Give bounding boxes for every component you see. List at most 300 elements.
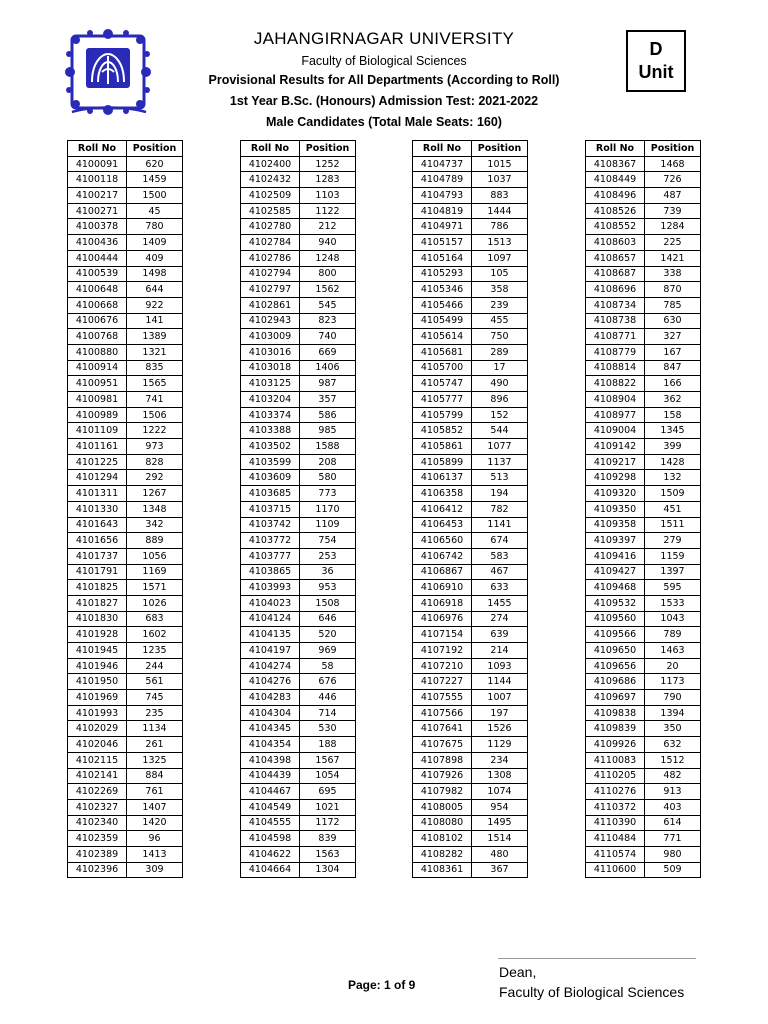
roll-no-cell: 4102115 bbox=[68, 752, 127, 768]
table-row bbox=[586, 188, 701, 204]
roll-no-cell: 4104664 bbox=[241, 862, 300, 878]
table-row bbox=[68, 423, 183, 439]
position-cell: 289 bbox=[472, 344, 528, 360]
roll-no-cell: 4102141 bbox=[68, 768, 127, 784]
roll-no-cell: 4110372 bbox=[586, 799, 645, 815]
table-row bbox=[68, 486, 183, 502]
position-cell: 1097 bbox=[472, 250, 528, 266]
position-cell: 1284 bbox=[645, 219, 701, 235]
roll-no-cell: 4101643 bbox=[68, 517, 127, 533]
roll-no-cell: 4100378 bbox=[68, 219, 127, 235]
table-row bbox=[586, 172, 701, 188]
table-row bbox=[413, 188, 528, 204]
position-cell: 1103 bbox=[300, 188, 356, 204]
table-row bbox=[586, 705, 701, 721]
position-cell: 132 bbox=[645, 470, 701, 486]
position-cell: 630 bbox=[645, 313, 701, 329]
results-table-2 bbox=[240, 140, 356, 878]
table-row bbox=[413, 627, 528, 643]
roll-no-cell: 4102396 bbox=[68, 862, 127, 878]
roll-no-cell: 4102861 bbox=[241, 297, 300, 313]
roll-no-cell: 4101830 bbox=[68, 611, 127, 627]
table-row bbox=[413, 297, 528, 313]
table-row bbox=[241, 250, 356, 266]
roll-no-cell: 4104023 bbox=[241, 595, 300, 611]
table-row bbox=[68, 203, 183, 219]
position-cell: 1514 bbox=[472, 831, 528, 847]
position-cell: 1015 bbox=[472, 156, 528, 172]
position-cell: 141 bbox=[127, 313, 183, 329]
position-cell: 1129 bbox=[472, 737, 528, 753]
roll-no-cell: 4109350 bbox=[586, 501, 645, 517]
position-cell: 1509 bbox=[645, 486, 701, 502]
table-row bbox=[241, 846, 356, 862]
position-cell: 884 bbox=[127, 768, 183, 784]
roll-no-cell: 4100118 bbox=[68, 172, 127, 188]
table-row bbox=[68, 297, 183, 313]
position-cell: 987 bbox=[300, 376, 356, 392]
position-cell: 239 bbox=[472, 297, 528, 313]
table-row bbox=[68, 376, 183, 392]
position-cell: 823 bbox=[300, 313, 356, 329]
roll-no-cell: 4108696 bbox=[586, 282, 645, 298]
table-row bbox=[68, 172, 183, 188]
roll-no-cell: 4107898 bbox=[413, 752, 472, 768]
roll-no-cell: 4105861 bbox=[413, 439, 472, 455]
table-row bbox=[586, 595, 701, 611]
position-cell: 1413 bbox=[127, 846, 183, 862]
roll-no-cell: 4101827 bbox=[68, 595, 127, 611]
table-row bbox=[68, 235, 183, 251]
table-row bbox=[413, 156, 528, 172]
roll-no-header: Roll No bbox=[413, 141, 472, 157]
table-row bbox=[413, 815, 528, 831]
position-cell: 683 bbox=[127, 611, 183, 627]
roll-no-cell: 4105614 bbox=[413, 329, 472, 345]
roll-no-cell: 4100981 bbox=[68, 392, 127, 408]
roll-no-cell: 4104135 bbox=[241, 627, 300, 643]
position-cell: 480 bbox=[472, 846, 528, 862]
position-cell: 740 bbox=[300, 329, 356, 345]
table-row bbox=[413, 752, 528, 768]
roll-no-cell: 4109566 bbox=[586, 627, 645, 643]
table-row bbox=[413, 658, 528, 674]
roll-no-cell: 4101928 bbox=[68, 627, 127, 643]
position-header: Position bbox=[472, 141, 528, 157]
position-cell: 1134 bbox=[127, 721, 183, 737]
table-row bbox=[413, 517, 528, 533]
table-row bbox=[241, 595, 356, 611]
table-row bbox=[241, 360, 356, 376]
position-cell: 1321 bbox=[127, 344, 183, 360]
roll-no-cell: 4109697 bbox=[586, 690, 645, 706]
position-cell: 1173 bbox=[645, 674, 701, 690]
table-row bbox=[68, 705, 183, 721]
roll-no-cell: 4105293 bbox=[413, 266, 472, 282]
table-row bbox=[241, 439, 356, 455]
roll-no-cell: 4105700 bbox=[413, 360, 472, 376]
position-cell: 1463 bbox=[645, 643, 701, 659]
table-row bbox=[413, 548, 528, 564]
table-row bbox=[68, 862, 183, 878]
position-cell: 761 bbox=[127, 784, 183, 800]
roll-no-cell: 4103018 bbox=[241, 360, 300, 376]
table-row bbox=[586, 376, 701, 392]
roll-no-cell: 4108977 bbox=[586, 407, 645, 423]
position-cell: 367 bbox=[472, 862, 528, 878]
table-row bbox=[413, 313, 528, 329]
table-row bbox=[586, 846, 701, 862]
roll-no-cell: 4106742 bbox=[413, 548, 472, 564]
position-cell: 455 bbox=[472, 313, 528, 329]
position-cell: 1077 bbox=[472, 439, 528, 455]
position-cell: 1420 bbox=[127, 815, 183, 831]
roll-no-cell: 4105852 bbox=[413, 423, 472, 439]
table-row bbox=[241, 172, 356, 188]
position-cell: 1526 bbox=[472, 721, 528, 737]
table-row bbox=[413, 454, 528, 470]
roll-no-cell: 4104549 bbox=[241, 799, 300, 815]
position-cell: 520 bbox=[300, 627, 356, 643]
table-row bbox=[68, 219, 183, 235]
table-row bbox=[241, 658, 356, 674]
roll-no-cell: 4105499 bbox=[413, 313, 472, 329]
position-cell: 973 bbox=[127, 439, 183, 455]
roll-no-cell: 4109839 bbox=[586, 721, 645, 737]
roll-no-cell: 4101950 bbox=[68, 674, 127, 690]
position-cell: 969 bbox=[300, 643, 356, 659]
table-row bbox=[586, 768, 701, 784]
roll-no-cell: 4108005 bbox=[413, 799, 472, 815]
position-cell: 544 bbox=[472, 423, 528, 439]
table-row bbox=[413, 392, 528, 408]
position-cell: 1513 bbox=[472, 235, 528, 251]
table-row bbox=[68, 564, 183, 580]
table-header-row bbox=[413, 141, 528, 157]
table-row bbox=[241, 768, 356, 784]
position-cell: 1141 bbox=[472, 517, 528, 533]
table-header-row bbox=[68, 141, 183, 157]
position-cell: 785 bbox=[645, 297, 701, 313]
table-row bbox=[413, 329, 528, 345]
table-row bbox=[241, 344, 356, 360]
table-row bbox=[413, 250, 528, 266]
table-row bbox=[586, 611, 701, 627]
table-row bbox=[68, 533, 183, 549]
roll-no-cell: 4102509 bbox=[241, 188, 300, 204]
position-cell: 362 bbox=[645, 392, 701, 408]
roll-no-header: Roll No bbox=[241, 141, 300, 157]
table-row bbox=[68, 737, 183, 753]
roll-no-cell: 4107982 bbox=[413, 784, 472, 800]
position-cell: 58 bbox=[300, 658, 356, 674]
position-cell: 1506 bbox=[127, 407, 183, 423]
unit-letter: D bbox=[649, 39, 663, 59]
position-cell: 1428 bbox=[645, 454, 701, 470]
position-cell: 1394 bbox=[645, 705, 701, 721]
roll-no-cell: 4102389 bbox=[68, 846, 127, 862]
results-table-4 bbox=[585, 140, 701, 878]
roll-no-cell: 4103125 bbox=[241, 376, 300, 392]
position-cell: 158 bbox=[645, 407, 701, 423]
position-cell: 1562 bbox=[300, 282, 356, 298]
table-row bbox=[413, 705, 528, 721]
table-row bbox=[586, 580, 701, 596]
roll-no-cell: 4103009 bbox=[241, 329, 300, 345]
table-row bbox=[586, 737, 701, 753]
table-row bbox=[586, 517, 701, 533]
page-number: Page: 1 of 9 bbox=[348, 978, 416, 992]
position-cell: 940 bbox=[300, 235, 356, 251]
table-row bbox=[241, 376, 356, 392]
position-cell: 490 bbox=[472, 376, 528, 392]
position-cell: 197 bbox=[472, 705, 528, 721]
roll-no-cell: 4110484 bbox=[586, 831, 645, 847]
table-row bbox=[413, 799, 528, 815]
roll-no-cell: 4107555 bbox=[413, 690, 472, 706]
position-cell: 1533 bbox=[645, 595, 701, 611]
table-row bbox=[68, 752, 183, 768]
table-row bbox=[413, 737, 528, 753]
roll-no-cell: 4108080 bbox=[413, 815, 472, 831]
table-row bbox=[241, 470, 356, 486]
position-cell: 1137 bbox=[472, 454, 528, 470]
roll-no-cell: 4100951 bbox=[68, 376, 127, 392]
roll-no-cell: 4109358 bbox=[586, 517, 645, 533]
table-row bbox=[241, 188, 356, 204]
roll-no-cell: 4103016 bbox=[241, 344, 300, 360]
roll-no-header: Roll No bbox=[586, 141, 645, 157]
position-cell: 561 bbox=[127, 674, 183, 690]
table-row bbox=[241, 564, 356, 580]
roll-no-cell: 4101330 bbox=[68, 501, 127, 517]
table-row bbox=[241, 282, 356, 298]
table-row bbox=[586, 297, 701, 313]
table-row bbox=[413, 846, 528, 862]
position-cell: 1397 bbox=[645, 564, 701, 580]
roll-no-cell: 4102797 bbox=[241, 282, 300, 298]
table-row bbox=[586, 329, 701, 345]
table-row bbox=[586, 799, 701, 815]
roll-no-cell: 4108603 bbox=[586, 235, 645, 251]
roll-no-cell: 4105777 bbox=[413, 392, 472, 408]
roll-no-cell: 4106412 bbox=[413, 501, 472, 517]
roll-no-cell: 4107926 bbox=[413, 768, 472, 784]
roll-no-cell: 4110390 bbox=[586, 815, 645, 831]
table-row bbox=[241, 815, 356, 831]
roll-no-cell: 4108904 bbox=[586, 392, 645, 408]
roll-no-cell: 4101656 bbox=[68, 533, 127, 549]
table-row bbox=[586, 815, 701, 831]
roll-no-cell: 4102029 bbox=[68, 721, 127, 737]
position-cell: 17 bbox=[472, 360, 528, 376]
position-cell: 1508 bbox=[300, 595, 356, 611]
roll-no-cell: 4102046 bbox=[68, 737, 127, 753]
roll-no-cell: 4105346 bbox=[413, 282, 472, 298]
table-row bbox=[413, 643, 528, 659]
roll-no-cell: 4105681 bbox=[413, 344, 472, 360]
position-cell: 1421 bbox=[645, 250, 701, 266]
position-cell: 261 bbox=[127, 737, 183, 753]
roll-no-cell: 4103715 bbox=[241, 501, 300, 517]
roll-no-cell: 4103388 bbox=[241, 423, 300, 439]
position-cell: 1074 bbox=[472, 784, 528, 800]
position-cell: 883 bbox=[472, 188, 528, 204]
position-cell: 1500 bbox=[127, 188, 183, 204]
roll-no-cell: 4100436 bbox=[68, 235, 127, 251]
roll-no-cell: 4108814 bbox=[586, 360, 645, 376]
position-cell: 1169 bbox=[127, 564, 183, 580]
table-row bbox=[68, 250, 183, 266]
table-row bbox=[241, 329, 356, 345]
roll-no-cell: 4108738 bbox=[586, 313, 645, 329]
table-row bbox=[241, 407, 356, 423]
roll-no-cell: 4101294 bbox=[68, 470, 127, 486]
table-row bbox=[413, 407, 528, 423]
roll-no-cell: 4104555 bbox=[241, 815, 300, 831]
roll-no-cell: 4102327 bbox=[68, 799, 127, 815]
table-row bbox=[68, 831, 183, 847]
table-row bbox=[586, 235, 701, 251]
position-cell: 644 bbox=[127, 282, 183, 298]
position-cell: 1602 bbox=[127, 627, 183, 643]
roll-no-cell: 4101969 bbox=[68, 690, 127, 706]
position-cell: 1235 bbox=[127, 643, 183, 659]
table-row bbox=[241, 674, 356, 690]
position-cell: 985 bbox=[300, 423, 356, 439]
table-row bbox=[68, 313, 183, 329]
table-row bbox=[68, 360, 183, 376]
table-row bbox=[413, 564, 528, 580]
roll-no-cell: 4105799 bbox=[413, 407, 472, 423]
roll-no-cell: 4109838 bbox=[586, 705, 645, 721]
table-row bbox=[241, 486, 356, 502]
roll-no-cell: 4107641 bbox=[413, 721, 472, 737]
roll-no-cell: 4104598 bbox=[241, 831, 300, 847]
position-cell: 1511 bbox=[645, 517, 701, 533]
position-cell: 1565 bbox=[127, 376, 183, 392]
results-title: Provisional Results for All Departments (According to Roll) bbox=[208, 73, 560, 87]
table-row bbox=[241, 690, 356, 706]
table-row bbox=[413, 360, 528, 376]
table-row bbox=[241, 548, 356, 564]
table-row bbox=[241, 862, 356, 878]
roll-no-cell: 4110083 bbox=[586, 752, 645, 768]
roll-no-cell: 4100539 bbox=[68, 266, 127, 282]
table-row bbox=[68, 407, 183, 423]
table-row bbox=[586, 643, 701, 659]
table-row bbox=[413, 282, 528, 298]
position-cell: 771 bbox=[645, 831, 701, 847]
position-cell: 1567 bbox=[300, 752, 356, 768]
position-cell: 674 bbox=[472, 533, 528, 549]
position-header: Position bbox=[645, 141, 701, 157]
position-cell: 1498 bbox=[127, 266, 183, 282]
roll-no-cell: 4109397 bbox=[586, 533, 645, 549]
position-cell: 1308 bbox=[472, 768, 528, 784]
position-cell: 309 bbox=[127, 862, 183, 878]
table-row bbox=[413, 768, 528, 784]
roll-no-cell: 4109298 bbox=[586, 470, 645, 486]
position-cell: 586 bbox=[300, 407, 356, 423]
position-cell: 1037 bbox=[472, 172, 528, 188]
position-cell: 953 bbox=[300, 580, 356, 596]
table-row bbox=[68, 188, 183, 204]
roll-no-cell: 4101161 bbox=[68, 439, 127, 455]
table-row bbox=[241, 501, 356, 517]
roll-no-cell: 4103374 bbox=[241, 407, 300, 423]
table-row bbox=[68, 470, 183, 486]
table-row bbox=[413, 219, 528, 235]
position-cell: 467 bbox=[472, 564, 528, 580]
roll-no-cell: 4100217 bbox=[68, 188, 127, 204]
roll-no-cell: 4104345 bbox=[241, 721, 300, 737]
position-cell: 614 bbox=[645, 815, 701, 831]
signatory-title: Dean, bbox=[499, 964, 537, 980]
position-cell: 45 bbox=[127, 203, 183, 219]
position-cell: 839 bbox=[300, 831, 356, 847]
roll-no-cell: 4108282 bbox=[413, 846, 472, 862]
position-cell: 754 bbox=[300, 533, 356, 549]
table-row bbox=[68, 344, 183, 360]
position-cell: 96 bbox=[127, 831, 183, 847]
position-cell: 1407 bbox=[127, 799, 183, 815]
roll-no-cell: 4100271 bbox=[68, 203, 127, 219]
roll-no-cell: 4103685 bbox=[241, 486, 300, 502]
table-row bbox=[413, 580, 528, 596]
table-row bbox=[241, 297, 356, 313]
unit-badge bbox=[626, 30, 686, 92]
table-row bbox=[586, 752, 701, 768]
roll-no-cell: 4106910 bbox=[413, 580, 472, 596]
table-row bbox=[586, 627, 701, 643]
table-row bbox=[68, 454, 183, 470]
roll-no-cell: 4102340 bbox=[68, 815, 127, 831]
table-row bbox=[241, 423, 356, 439]
position-cell: 451 bbox=[645, 501, 701, 517]
table-row bbox=[586, 219, 701, 235]
roll-no-cell: 4106453 bbox=[413, 517, 472, 533]
table-row bbox=[413, 266, 528, 282]
position-cell: 1304 bbox=[300, 862, 356, 878]
table-row bbox=[586, 454, 701, 470]
roll-no-cell: 4100914 bbox=[68, 360, 127, 376]
position-cell: 800 bbox=[300, 266, 356, 282]
roll-no-cell: 4108367 bbox=[586, 156, 645, 172]
table-row bbox=[241, 313, 356, 329]
position-cell: 676 bbox=[300, 674, 356, 690]
position-cell: 1222 bbox=[127, 423, 183, 439]
table-row bbox=[413, 862, 528, 878]
roll-no-cell: 4102400 bbox=[241, 156, 300, 172]
position-cell: 954 bbox=[472, 799, 528, 815]
roll-no-cell: 4105157 bbox=[413, 235, 472, 251]
table-header-row bbox=[586, 141, 701, 157]
roll-no-cell: 4100676 bbox=[68, 313, 127, 329]
results-table-1 bbox=[67, 140, 183, 878]
table-row bbox=[241, 611, 356, 627]
roll-no-cell: 4109468 bbox=[586, 580, 645, 596]
table-row bbox=[68, 595, 183, 611]
position-cell: 1172 bbox=[300, 815, 356, 831]
position-cell: 20 bbox=[645, 658, 701, 674]
roll-no-cell: 4101791 bbox=[68, 564, 127, 580]
table-row bbox=[586, 360, 701, 376]
roll-no-cell: 4107227 bbox=[413, 674, 472, 690]
roll-no-cell: 4108779 bbox=[586, 344, 645, 360]
table-row bbox=[586, 344, 701, 360]
table-row bbox=[68, 690, 183, 706]
